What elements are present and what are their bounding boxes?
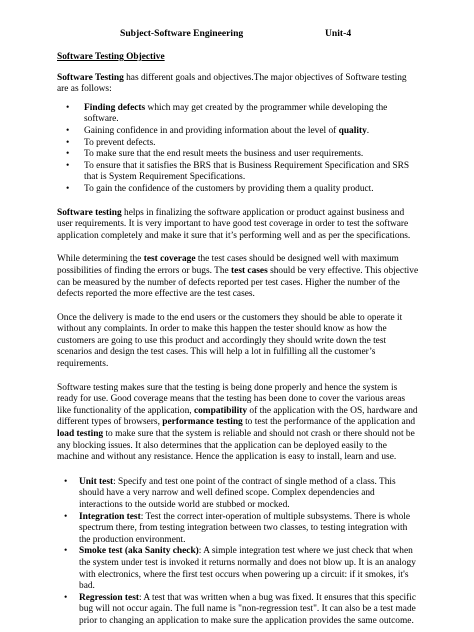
term-name: Smoke test (aka Sanity check) [79, 546, 199, 557]
section-heading: Software Testing Objective [57, 52, 165, 62]
list-item [84, 138, 419, 150]
para-text: While determining the [57, 254, 144, 265]
paragraph-test-coverage [57, 254, 419, 300]
item-text: To prevent defects. [84, 137, 156, 148]
term-definition: : A simple integration test where we just check that when the system under test is invoked it returns normally and does not blow up. It is an analogy with electronics, where the first test occurs when powering up a circuit: if it smokes, it's bad. [79, 546, 416, 592]
subject-title: Subject-Software Engineering [120, 28, 244, 39]
item-bold: quality [338, 125, 367, 136]
para-bold: load testing [57, 429, 104, 440]
paragraph-software-testing [57, 208, 419, 243]
paragraph-coverage [57, 383, 419, 464]
intro-paragraph [57, 73, 419, 96]
para-bold: test cases [231, 265, 268, 276]
para-text: should be very effective. This objective can be measured by the number of defects reported per test cases. Higher the number of the defects reported the more effective are the test cases. [57, 265, 419, 300]
term-definition: : A test that was written when a bug was fixed. It ensures that this specific bug will not occur again. The full name is "non-regression test". It can also be a test made prior to changing an application to make sure the application provides the same outcome. [79, 592, 417, 626]
para-bold: performance testing [162, 417, 243, 428]
term-definition: : Test the correct inter-operation of multiple subsystems. There is whole spectrum there, from testing integration between two classes, to testing integration with the production environment. [79, 511, 411, 545]
para-bold: compatibility [193, 405, 248, 416]
list-item [79, 593, 419, 628]
list-item [84, 103, 419, 126]
item-text: Gaining confidence in and providing information about the level of [84, 125, 339, 136]
list-item [84, 161, 419, 184]
test-types-list [57, 477, 419, 628]
term-definition: : Specify and test one point of the contract of single method of a class. This should have a very narrow and well defined scope. Complex dependencies and interactions to the outside world are stubbed or mocked. [79, 476, 396, 510]
para-text: Software testing makes sure that the testing is being done properly and hence the system is ready for use. Good coverage means that the testing has been done to cover the various areas like functionality of the application, [57, 382, 406, 416]
para-text: the test cases should be designed well with maximum possibilities of finding the errors or bugs. The [57, 254, 399, 276]
term-name: Integration test [79, 511, 141, 522]
item-text: To make sure that the end result meets the business and user requirements. [84, 149, 364, 160]
item-text: To gain the confidence of the customers by providing them a quality product. [84, 183, 374, 194]
intro-term: Software Testing [57, 72, 124, 83]
para-text: to test the performance of the application and [242, 417, 416, 428]
list-item [79, 477, 419, 512]
para-text: to make sure that the system is reliable and should not crash or there should not be any blocking issues. It also determines that the application can be deployed easily to the machine and without any resistance. Hence the application is easy to install, learn and use. [57, 429, 415, 463]
item-text: . [366, 125, 370, 136]
list-item [84, 126, 419, 138]
term-name: Unit test [79, 476, 114, 487]
list-item [84, 149, 419, 161]
para-bold: test coverage [143, 254, 196, 265]
item-text: which may get created by the programmer while developing the software. [84, 102, 388, 125]
objectives-list [57, 103, 419, 196]
unit-label: Unit-4 [325, 28, 352, 39]
page-header [57, 28, 419, 40]
list-item [79, 512, 419, 547]
list-item [79, 546, 419, 592]
para-text: of the application with the OS, hardware and different types of browsers, [57, 405, 418, 428]
para-text: helps in finalizing the software application or product against business and user requirements. It is very important to have good test coverage in order to test the software application completely and make it sure that it’s performing well and as per the specifications. [57, 207, 411, 241]
list-item [84, 184, 419, 196]
para-bold: Software testing [57, 207, 122, 218]
term-name: Regression test [79, 592, 139, 603]
paragraph-delivery: Once the delivery is made to the end users or the customers they should be able to operate it without any complaints. In order to make this happen the tester should know as how the customers are going to use this product and accordingly they should write down the test scenarios and design the test cases. This will help a lot in fulfilling all the customer’s requirements. [57, 312, 403, 370]
item-text: To ensure that it satisfies the BRS that is Business Requirement Specification and SRS that is System Requirement Specifications. [84, 160, 410, 183]
item-bold: Finding defects [84, 102, 146, 113]
intro-text: has different goals and objectives.The major objectives of Software testing are as follows: [57, 72, 407, 95]
